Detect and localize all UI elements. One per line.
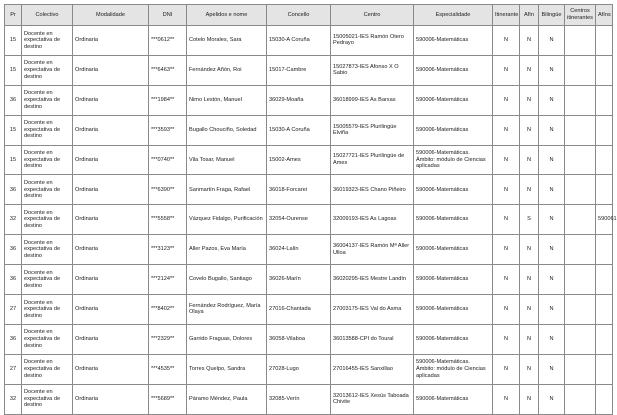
- table-row: [5, 115, 613, 145]
- cell-dni: ***2124**: [149, 265, 187, 295]
- cell-bilingue: N: [539, 115, 565, 145]
- table-header-row: [5, 5, 613, 26]
- cell-dni: ***4535**: [149, 354, 187, 384]
- cell-especialidade: 590006-Matemáticas: [414, 205, 493, 235]
- cell-bilingue: N: [539, 295, 565, 325]
- cell-colectivo: Docente en expectativa de destino: [22, 384, 73, 414]
- cell-modalidade: Ordinaria: [73, 354, 149, 384]
- table-row: [5, 85, 613, 115]
- cell-especialidade: 590006-Matemáticas: [414, 384, 493, 414]
- cell-pr: 36: [5, 235, 22, 265]
- cell-centros-itinerantes: [565, 55, 596, 85]
- cell-afin: N: [520, 295, 539, 325]
- cell-pr: 36: [5, 265, 22, 295]
- cell-afins: [596, 175, 613, 205]
- table-row: [5, 205, 613, 235]
- table-row: [5, 354, 613, 384]
- cell-concello: 36018-Forcarei: [267, 175, 331, 205]
- cell-dni: ***2329**: [149, 324, 187, 354]
- header-afin: Afín: [520, 5, 539, 26]
- cell-colectivo: Docente en expectativa de destino: [22, 85, 73, 115]
- cell-modalidade: Ordinaria: [73, 55, 149, 85]
- cell-pr: 32: [5, 384, 22, 414]
- cell-dni: ***3593**: [149, 115, 187, 145]
- cell-bilingue: N: [539, 55, 565, 85]
- table-row: [5, 295, 613, 325]
- cell-afins: 590061: [596, 205, 613, 235]
- header-centro: Centro: [331, 5, 414, 26]
- cell-apelidos-nome: Páramo Méndez, Paula: [187, 384, 267, 414]
- header-colectivo: Colectivo: [22, 5, 73, 26]
- cell-centros-itinerantes: [565, 265, 596, 295]
- cell-afins: [596, 324, 613, 354]
- cell-apelidos-nome: Bugallo Chouciño, Soledad: [187, 115, 267, 145]
- cell-modalidade: Ordinaria: [73, 145, 149, 175]
- cell-modalidade: Ordinaria: [73, 324, 149, 354]
- cell-concello: 36058-Vilaboa: [267, 324, 331, 354]
- cell-apelidos-nome: Nimo Lestón, Manuel: [187, 85, 267, 115]
- cell-itinerante: N: [493, 235, 520, 265]
- cell-dni: ***0740**: [149, 145, 187, 175]
- cell-itinerante: N: [493, 175, 520, 205]
- cell-concello: 15002-Ames: [267, 145, 331, 175]
- cell-itinerante: N: [493, 205, 520, 235]
- cell-colectivo: Docente en expectativa de destino: [22, 235, 73, 265]
- cell-centro: 36004137-IES Ramón Mª Aller Ulloa: [331, 235, 414, 265]
- cell-modalidade: Ordinaria: [73, 26, 149, 56]
- cell-colectivo: Docente en expectativa de destino: [22, 115, 73, 145]
- cell-bilingue: N: [539, 205, 565, 235]
- header-pr: Pr: [5, 5, 22, 26]
- cell-pr: 36: [5, 85, 22, 115]
- cell-centro: 15027873-IES Afonso X O Sabio: [331, 55, 414, 85]
- cell-colectivo: Docente en expectativa de destino: [22, 26, 73, 56]
- cell-pr: 15: [5, 26, 22, 56]
- assignments-table: [4, 4, 617, 415]
- header-bilingue: Bilingüe: [539, 5, 565, 26]
- cell-centro: 36018999-IES As Barxas: [331, 85, 414, 115]
- cell-dni: ***6390**: [149, 175, 187, 205]
- cell-afins: [596, 265, 613, 295]
- cell-centros-itinerantes: [565, 324, 596, 354]
- cell-colectivo: Docente en expectativa de destino: [22, 324, 73, 354]
- cell-concello: 36026-Marín: [267, 265, 331, 295]
- cell-afins: [596, 354, 613, 384]
- cell-especialidade: 590006-Matemáticas: [414, 55, 493, 85]
- cell-pr: 15: [5, 115, 22, 145]
- cell-centro: 36019323-IES Chano Piñeiro: [331, 175, 414, 205]
- cell-apelidos-nome: Garrido Fraguas, Dolores: [187, 324, 267, 354]
- table-row: [5, 324, 613, 354]
- cell-apelidos-nome: Vila Tosar, Manuel: [187, 145, 267, 175]
- cell-afin: N: [520, 265, 539, 295]
- cell-bilingue: N: [539, 26, 565, 56]
- cell-afins: [596, 235, 613, 265]
- cell-dni: ***3123**: [149, 235, 187, 265]
- cell-especialidade: 590006-Matemáticas: [414, 115, 493, 145]
- cell-itinerante: N: [493, 354, 520, 384]
- cell-itinerante: N: [493, 85, 520, 115]
- cell-apelidos-nome: Vázquez Fidalgo, Purificación: [187, 205, 267, 235]
- cell-dni: ***8402**: [149, 295, 187, 325]
- cell-colectivo: Docente en expectativa de destino: [22, 354, 73, 384]
- cell-concello: 36024-Lalín: [267, 235, 331, 265]
- cell-modalidade: Ordinaria: [73, 175, 149, 205]
- cell-bilingue: N: [539, 175, 565, 205]
- cell-afin: S: [520, 205, 539, 235]
- table-row: [5, 26, 613, 56]
- cell-centros-itinerantes: [565, 205, 596, 235]
- cell-centros-itinerantes: [565, 85, 596, 115]
- cell-concello: 15030-A Coruña: [267, 26, 331, 56]
- cell-apelidos-nome: Cotelo Morales, Sara: [187, 26, 267, 56]
- cell-centro: 36013588-CPI do Toural: [331, 324, 414, 354]
- cell-apelidos-nome: Covelo Bugallo, Santiago: [187, 265, 267, 295]
- cell-dni: ***5558**: [149, 205, 187, 235]
- cell-itinerante: N: [493, 115, 520, 145]
- cell-afins: [596, 85, 613, 115]
- cell-centro: 36020295-IES Mestre Landín: [331, 265, 414, 295]
- cell-pr: 15: [5, 55, 22, 85]
- cell-colectivo: Docente en expectativa de destino: [22, 265, 73, 295]
- cell-centro: 15027721-IES Plurilingüe de Ames: [331, 145, 414, 175]
- cell-pr: 36: [5, 324, 22, 354]
- header-dni: DNI: [149, 5, 187, 26]
- cell-especialidade: 590006-Matemáticas: [414, 324, 493, 354]
- cell-centro: 32013612-IES Xesús Taboada Chivite: [331, 384, 414, 414]
- cell-centros-itinerantes: [565, 115, 596, 145]
- cell-modalidade: Ordinaria: [73, 205, 149, 235]
- cell-afins: [596, 145, 613, 175]
- cell-colectivo: Docente en expectativa de destino: [22, 175, 73, 205]
- cell-afin: N: [520, 85, 539, 115]
- cell-colectivo: Docente en expectativa de destino: [22, 205, 73, 235]
- cell-afins: [596, 384, 613, 414]
- cell-pr: 15: [5, 145, 22, 175]
- cell-colectivo: Docente en expectativa de destino: [22, 145, 73, 175]
- cell-centros-itinerantes: [565, 145, 596, 175]
- header-especialidade: Especialidade: [414, 5, 493, 26]
- cell-bilingue: N: [539, 145, 565, 175]
- cell-itinerante: N: [493, 55, 520, 85]
- cell-bilingue: N: [539, 324, 565, 354]
- cell-concello: 36029-Moaña: [267, 85, 331, 115]
- cell-especialidade: 590006-Matemáticas: [414, 85, 493, 115]
- cell-bilingue: N: [539, 384, 565, 414]
- cell-pr: 32: [5, 205, 22, 235]
- cell-especialidade: 590006-Matemáticas. Ámbito: módulo de Ciencias aplicadas: [414, 145, 493, 175]
- cell-concello: 32085-Verín: [267, 384, 331, 414]
- cell-afins: [596, 26, 613, 56]
- cell-afin: N: [520, 324, 539, 354]
- document-page: [4, 4, 617, 415]
- cell-bilingue: N: [539, 235, 565, 265]
- table-row: [5, 145, 613, 175]
- cell-itinerante: N: [493, 384, 520, 414]
- cell-centro: 32009193-IES As Lagoas: [331, 205, 414, 235]
- cell-itinerante: N: [493, 145, 520, 175]
- cell-centros-itinerantes: [565, 354, 596, 384]
- cell-afin: N: [520, 175, 539, 205]
- cell-centro: 27016455-IES Sanxillao: [331, 354, 414, 384]
- cell-afin: N: [520, 235, 539, 265]
- cell-apelidos-nome: Sanmartín Fraga, Rafael: [187, 175, 267, 205]
- table-row: [5, 55, 613, 85]
- cell-afins: [596, 295, 613, 325]
- cell-dni: ***6463**: [149, 55, 187, 85]
- cell-apelidos-nome: Aller Pazos, Eva María: [187, 235, 267, 265]
- cell-afins: [596, 55, 613, 85]
- cell-bilingue: N: [539, 265, 565, 295]
- header-modalidade: Modalidade: [73, 5, 149, 26]
- cell-dni: ***0612**: [149, 26, 187, 56]
- cell-modalidade: Ordinaria: [73, 235, 149, 265]
- cell-itinerante: N: [493, 295, 520, 325]
- cell-colectivo: Docente en expectativa de destino: [22, 55, 73, 85]
- table-row: [5, 175, 613, 205]
- cell-centro: 27003175-IES Val do Asma: [331, 295, 414, 325]
- cell-concello: 32054-Ourense: [267, 205, 331, 235]
- cell-especialidade: 590006-Matemáticas: [414, 26, 493, 56]
- cell-itinerante: N: [493, 265, 520, 295]
- cell-centros-itinerantes: [565, 295, 596, 325]
- cell-apelidos-nome: Fernández Rodríguez, María Olaya: [187, 295, 267, 325]
- cell-modalidade: Ordinaria: [73, 295, 149, 325]
- cell-colectivo: Docente en expectativa de destino: [22, 295, 73, 325]
- cell-especialidade: 590006-Matemáticas. Ámbito: módulo de Ciencias aplicadas: [414, 354, 493, 384]
- cell-dni: ***5689**: [149, 384, 187, 414]
- cell-afin: N: [520, 55, 539, 85]
- cell-concello: 27016-Chantada: [267, 295, 331, 325]
- cell-bilingue: N: [539, 354, 565, 384]
- cell-dni: ***1984**: [149, 85, 187, 115]
- cell-centros-itinerantes: [565, 235, 596, 265]
- cell-centros-itinerantes: [565, 26, 596, 56]
- header-concello: Concello: [267, 5, 331, 26]
- cell-pr: 27: [5, 295, 22, 325]
- header-apelidos-nome: Apelidos e nome: [187, 5, 267, 26]
- cell-afin: N: [520, 384, 539, 414]
- cell-modalidade: Ordinaria: [73, 85, 149, 115]
- cell-especialidade: 590006-Matemáticas: [414, 295, 493, 325]
- table-row: [5, 384, 613, 414]
- cell-modalidade: Ordinaria: [73, 265, 149, 295]
- cell-modalidade: Ordinaria: [73, 115, 149, 145]
- cell-afin: N: [520, 115, 539, 145]
- header-centros-itinerantes: Centros itinerantes: [565, 5, 596, 26]
- cell-afins: [596, 115, 613, 145]
- cell-concello: 15030-A Coruña: [267, 115, 331, 145]
- cell-especialidade: 590006-Matemáticas: [414, 235, 493, 265]
- table-row: [5, 265, 613, 295]
- header-afins: Afíns: [596, 5, 613, 26]
- cell-centros-itinerantes: [565, 175, 596, 205]
- cell-apelidos-nome: Torres Quelpo, Sandra: [187, 354, 267, 384]
- table-row: [5, 235, 613, 265]
- cell-bilingue: N: [539, 85, 565, 115]
- cell-pr: 36: [5, 175, 22, 205]
- cell-centros-itinerantes: [565, 384, 596, 414]
- cell-centro: 15005021-IES Ramón Otero Pedrayo: [331, 26, 414, 56]
- cell-especialidade: 590006-Matemáticas: [414, 175, 493, 205]
- cell-concello: 27028-Lugo: [267, 354, 331, 384]
- cell-modalidade: Ordinaria: [73, 384, 149, 414]
- cell-centro: 15005579-IES Plurilingüe Elviña: [331, 115, 414, 145]
- cell-afin: N: [520, 26, 539, 56]
- cell-afin: N: [520, 354, 539, 384]
- cell-pr: 27: [5, 354, 22, 384]
- header-itinerante: Itinerante: [493, 5, 520, 26]
- cell-apelidos-nome: Fernández Añón, Roi: [187, 55, 267, 85]
- cell-concello: 15017-Cambre: [267, 55, 331, 85]
- cell-especialidade: 590006-Matemáticas: [414, 265, 493, 295]
- cell-afin: N: [520, 145, 539, 175]
- cell-itinerante: N: [493, 324, 520, 354]
- cell-itinerante: N: [493, 26, 520, 56]
